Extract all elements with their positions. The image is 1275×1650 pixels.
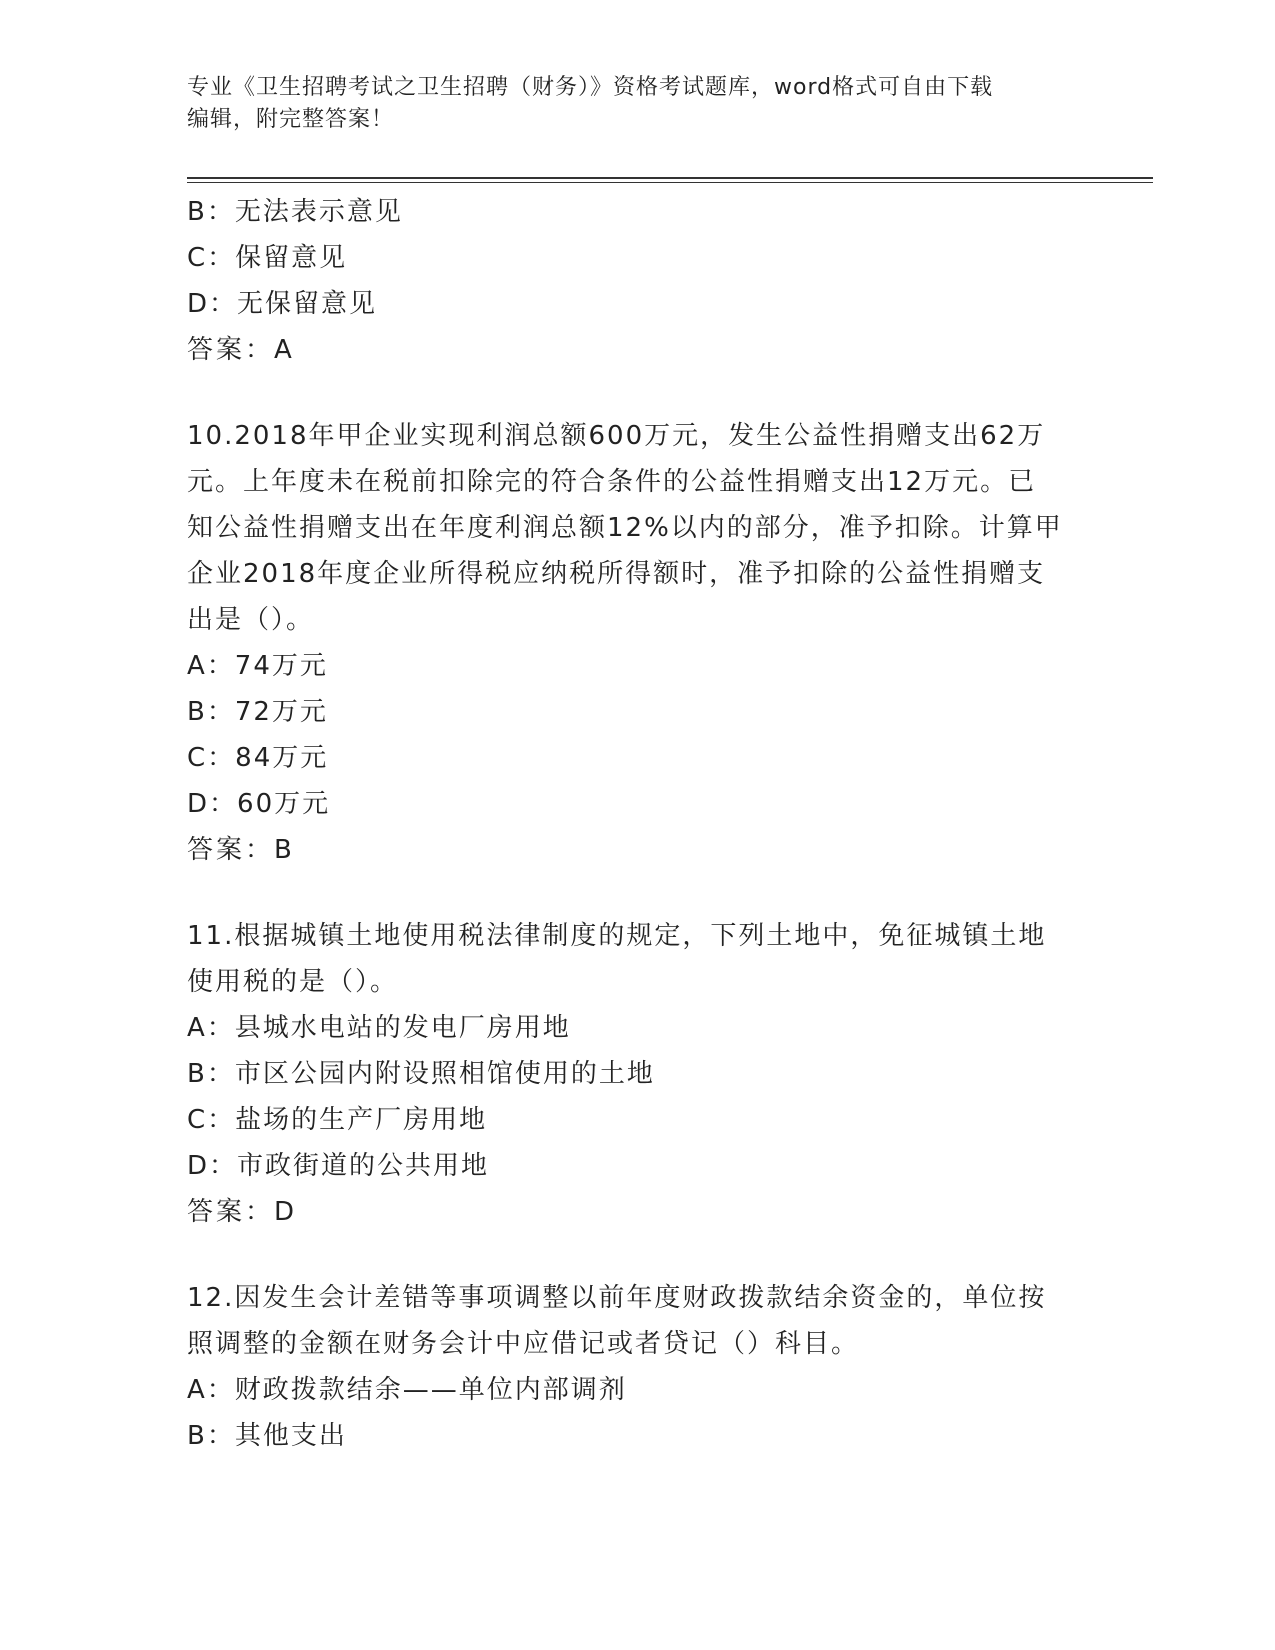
q10-option-c: C：84万元: [187, 743, 329, 773]
header-divider-thin: [187, 182, 1153, 183]
q11-stem-line-2: 使用税的是（）。: [187, 967, 399, 997]
q10-stem-line-5: 出是（）。: [187, 605, 315, 635]
q12-stem-line-2: 照调整的金额在财务会计中应借记或者贷记（）科目。: [187, 1329, 860, 1359]
q10-stem-line-3: 知公益性捐赠支出在年度利润总额12%以内的部分，准予扣除。计算甲: [187, 513, 1063, 543]
question-12: [187, 1275, 1087, 1459]
q11-option-d: D：市政街道的公共用地: [187, 1151, 490, 1181]
q10-option-b: B：72万元: [187, 697, 328, 727]
question-11: [187, 913, 1087, 1235]
q12-option-a: A：财政拨款结余——单位内部调剂: [187, 1375, 627, 1405]
document-body: [187, 189, 1087, 1459]
header-divider-thick: [187, 177, 1153, 179]
q9-option-d: D：无保留意见: [187, 289, 378, 319]
q9-option-c: C：保留意见: [187, 243, 348, 273]
question-10: [187, 413, 1087, 873]
q12-stem-line-1: 12.因发生会计差错等事项调整以前年度财政拨款结余资金的，单位按: [187, 1283, 1047, 1313]
header-line-1: 专业《卫生招聘考试之卫生招聘（财务）》资格考试题库，word格式可自由下载: [187, 75, 994, 100]
q10-answer: 答案：B: [187, 835, 295, 865]
q10-stem-line-1: 10.2018年甲企业实现利润总额600万元，发生公益性捐赠支出62万: [187, 421, 1046, 451]
q10-option-a: A：74万元: [187, 651, 328, 681]
q10-option-d: D：60万元: [187, 789, 331, 819]
q9-answer: 答案：A: [187, 335, 295, 365]
q11-option-b: B：市区公园内附设照相馆使用的土地: [187, 1059, 655, 1089]
q9-option-b: B：无法表示意见: [187, 197, 403, 227]
q11-answer: 答案：D: [187, 1197, 298, 1227]
document-header: [187, 72, 1077, 136]
q11-stem-line-1: 11.根据城镇土地使用税法律制度的规定，下列土地中，免征城镇土地: [187, 921, 1047, 951]
header-line-2: 编辑，附完整答案！: [187, 107, 395, 132]
q12-option-b: B：其他支出: [187, 1421, 347, 1451]
q10-stem-line-2: 元。上年度未在税前扣除完的符合条件的公益性捐赠支出12万元。已: [187, 467, 1037, 497]
question-9: [187, 189, 1087, 373]
q11-option-a: A：县城水电站的发电厂房用地: [187, 1013, 571, 1043]
q11-option-c: C：盐场的生产厂房用地: [187, 1105, 488, 1135]
q10-stem-line-4: 企业2018年度企业所得税应纳税所得额时，准予扣除的公益性捐赠支: [187, 559, 1046, 589]
